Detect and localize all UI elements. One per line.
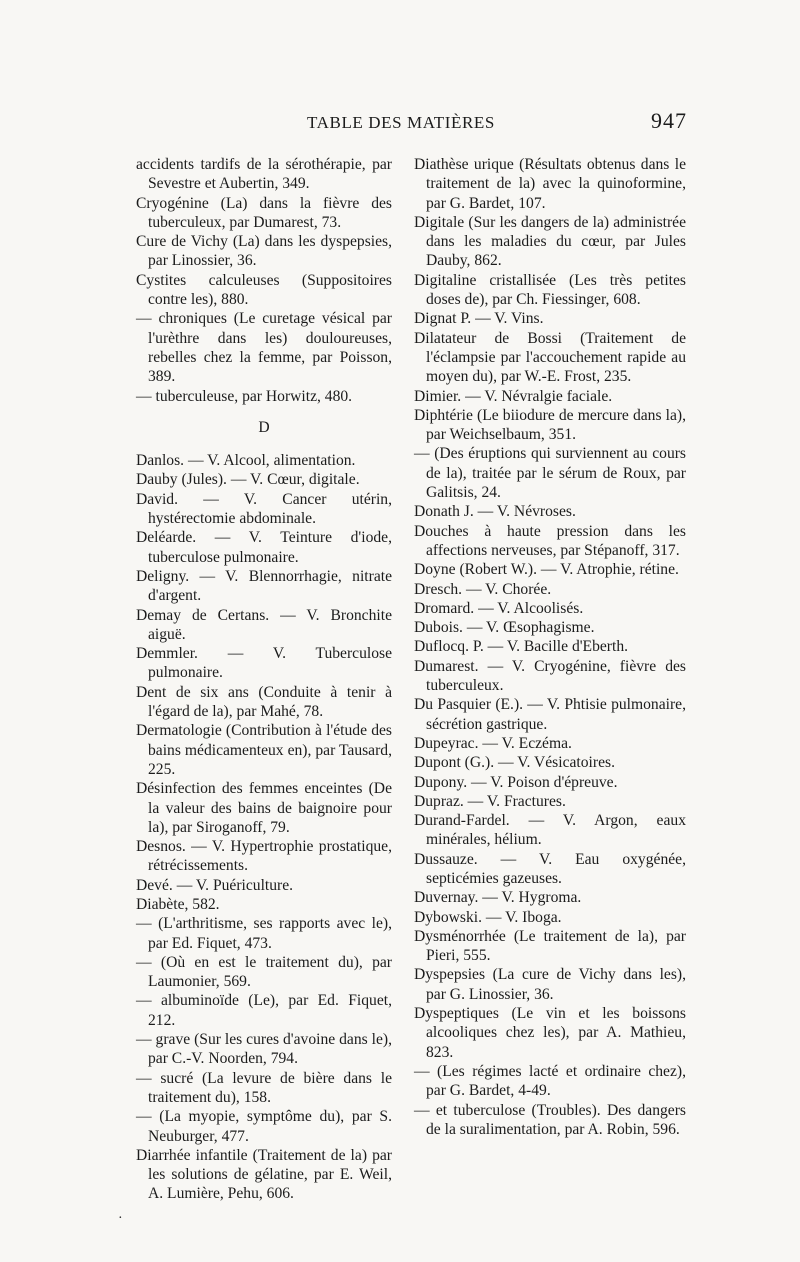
index-entry: Cystites calculeuses (Suppositoires contre les), 880. [136,271,392,309]
left-entries-c [136,155,392,406]
index-entry: Durand-Fardel. — V. Argon, eaux minérales, hélium. [414,812,686,849]
index-entry: Dyspeptiques (Le vin et les boissons alcooliques chez les), par A. Mathieu, 823. [414,1005,686,1061]
index-entry: Dussauze. — V. Eau oxygénée, septicémies gazeuses. [414,850,686,887]
index-entry: Deléarde. — V. Teinture d'iode, tuberculose pulmonaire. [136,529,392,566]
section-letter-d: D [258,418,270,436]
index-entry: Digitale (Sur les dangers de la) administrée dans les maladies du cœur, par Jules Dauby, 862. [414,213,686,270]
page-number: 947 [651,108,687,133]
right-entries [414,155,686,1139]
index-entry: — albuminoïde (Le), par Ed. Fiquet, 212. [136,992,392,1029]
index-entry: Dupraz. — V. Fractures. [414,792,566,810]
index-entry: Douches à haute pression dans les affections nerveuses, par Stépanoff, 317. [414,522,686,559]
index-entry: Diathèse urique (Résultats obtenus dans le traitement de la) avec la quinoformine, par G. Bardet, 107. [414,156,686,212]
index-entry: Dent de six ans (Conduite à tenir à l'égard de la), par Mahé, 78. [136,683,392,721]
index-entry: David. — V. Cancer utérin, hystérectomie abdominale. [136,490,392,528]
index-entry: Dupont (G.). — V. Vésicatoires. [414,754,615,772]
index-entry: Diphtérie (Le biiodure de mercure dans la), par Weichselbaum, 351. [414,406,686,444]
right-column [414,155,686,1139]
left-column [136,155,392,1204]
index-entry: Dauby (Jules). — V. Cœur, digitale. [136,471,360,489]
index-entry: Dumarest. — V. Cryogénine, fièvre des tuberculeux. [414,657,686,695]
index-entry: Désinfection des femmes enceintes (De la valeur des bains de baignoire pour la), par Siroganoff, 79. [136,780,392,836]
index-entry: Dyspepsies (La cure de Vichy dans les), par G. Linossier, 36. [414,966,686,1003]
index-entry: Dresch. — V. Chorée. [414,580,552,598]
index-entry: Dubois. — V. Œsophagisme. [414,619,595,637]
index-entry: Duflocq. P. — V. Bacille d'Eberth. [414,638,629,656]
index-entry: — sucré (La levure de bière dans le traitement du), 158. [136,1069,392,1106]
index-entry: Dignat P. — V. Vins. [414,310,544,328]
index-entry: — (L'arthritisme, ses rapports avec le), par Ed. Fiquet, 473. [136,915,392,952]
index-entry: Dilatateur de Bossi (Traitement de l'éclampsie par l'accouchement rapide au moyen du), par W.-E. Frost, 235. [414,329,686,386]
index-entry: — (Les régimes lacté et ordinaire chez), par G. Bardet, 4-49. [414,1062,686,1100]
index-entry: — (La myopie, symptôme du), par S. Neuburger, 477. [136,1108,392,1145]
index-entry: Dromard. — V. Alcoolisés. [414,599,584,617]
index-entry: Deligny. — V. Blennorrhagie, nitrate d'argent. [136,567,392,605]
index-entry: Dimier. — V. Névralgie faciale. [414,387,613,405]
left-entries-d [136,451,392,1204]
index-entry: Dybowski. — V. Iboga. [414,908,562,926]
index-entry: Duvernay. — V. Hygroma. [414,889,582,907]
index-entry: Doyne (Robert W.). — V. Atrophie, rétine. [414,561,679,579]
index-entry: Dermatologie (Contribution à l'étude des bains médicamenteux en), par Tausard, 225. [136,722,392,778]
index-entry: Devé. — V. Puériculture. [136,876,294,894]
index-entry: Cryogénine (La) dans la fièvre des tuberculeux, par Dumarest, 73. [136,194,392,231]
index-entry: — grave (Sur les cures d'avoine dans le), par C.-V. Noorden, 794. [136,1031,392,1068]
index-entry: Demmler. — V. Tuberculose pulmonaire. [136,645,392,682]
index-entry: Cure de Vichy (La) dans les dyspepsies, par Linossier, 36. [136,233,392,270]
running-title: TABLE DES MATIÈRES [307,113,495,132]
index-entry: Dupony. — V. Poison d'épreuve. [414,773,618,791]
index-entry: Dupeyrac. — V. Eczéma. [414,734,572,752]
index-entry: Du Pasquier (E.). — V. Phtisie pulmonaire, sécrétion gastrique. [414,696,686,733]
index-entry: Diabète, 582. [136,895,220,913]
index-entry: Donath J. — V. Névroses. [414,503,576,521]
index-entry: Digitaline cristallisée (Les très petites doses de), par Ch. Fiessinger, 608. [414,271,686,309]
index-entry: Dysménorrhée (Le traitement de la), par Pieri, 555. [414,927,686,965]
index-entry: — et tuberculose (Troubles). Des dangers de la suralimentation, par A. Robin, 596. [414,1101,686,1138]
index-entry: Demay de Certans. — V. Bronchite aiguë. [136,606,392,643]
index-entry: — chroniques (Le curetage vésical par l'urèthre dans les) douloureuses, rebelles chez la femme, par Poisson, 389. [136,310,392,386]
margin-mark: · [118,1211,123,1226]
index-entry: Desnos. — V. Hypertrophie prostatique, rétrécissements. [136,838,392,875]
index-entry: — (Où en est le traitement du), par Laumonier, 569. [136,953,392,991]
index-entry: accidents tardifs de la sérothérapie, par Sevestre et Aubertin, 349. [136,156,392,193]
index-entry: Danlos. — V. Alcool, alimentation. [136,452,356,470]
index-entry: — tuberculeuse, par Horwitz, 480. [136,387,353,405]
index-entry: Diarrhée infantile (Traitement de la) par les solutions de gélatine, par E. Weil, A. Lumière, Pehu, 606. [136,1146,392,1203]
index-entry: — (Des éruptions qui surviennent au cours de la), traitée par le sérum de Roux, par Galitsis, 24. [414,445,686,502]
